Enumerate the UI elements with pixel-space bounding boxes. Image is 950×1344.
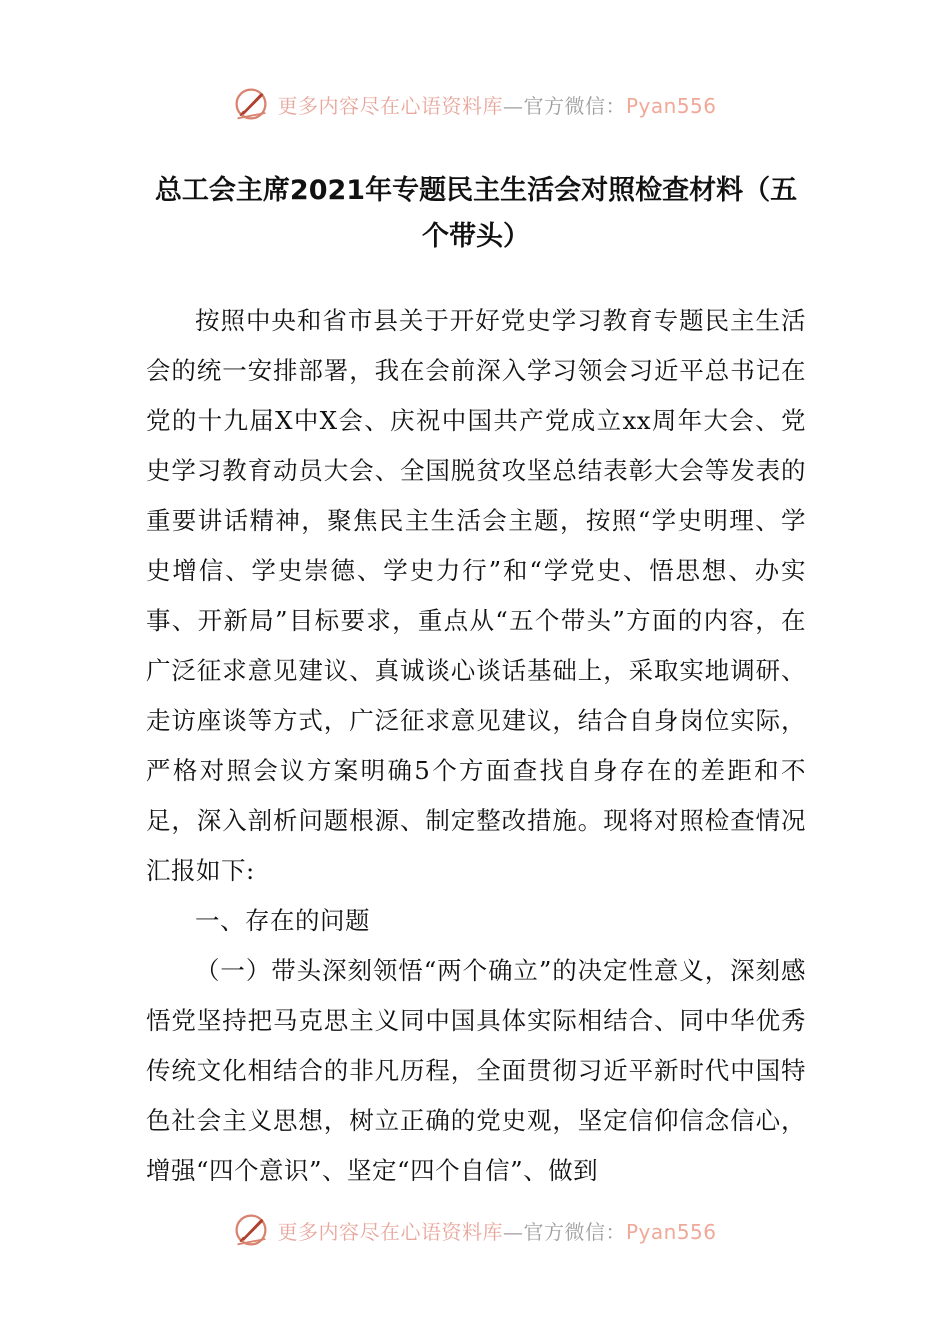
quill-logo-icon (233, 86, 269, 122)
watermark-text (277, 90, 716, 119)
watermark-header (0, 84, 950, 124)
watermark-sub: —官方微信： (502, 1219, 626, 1244)
watermark-sub: —官方微信： (502, 93, 626, 118)
section-paragraph: （一）带头深刻领悟“两个确立”的决定性意义，深刻感悟党坚持把马克思主义同中国具体实际相结合、同中华优秀传统文化相结合的非凡历程，全面贯彻习近平新时代中国特色社会主义思想，树立正确的党史观，坚定信仰信念信心，增强“四个意识”、坚定“四个自信”、做到 (146, 956, 806, 1185)
watermark-footer (0, 1210, 950, 1250)
intro-paragraph: 按照中央和省市县关于开好党史学习教育专题民主生活会的统一安排部署，我在会前深入学习领会习近平总书记在党的十九届X中X会、庆祝中国共产党成立xx周年大会、党史学习教育动员大会、全国脱贫攻坚总结表彰大会等发表的重要讲话精神，聚焦民主生活会主题，按照“学史明理、学史增信、学史崇德、学史力行”和“学党史、悟思想、办实事、开新局”目标要求，重点从“五个带头”方面的内容，在广泛征求意见建议、真诚谈心谈话基础上，采取实地调研、走访座谈等方式，广泛征求意见建议，结合自身岗位实际，严格对照会议方案明确5个方面查找自身存在的差距和不足，深入剖析问题根源、制定整改措施。现将对照检查情况汇报如下: (146, 306, 806, 885)
document-title: 总工会主席2021年专题民主生活会对照检查材料（五个带头） (154, 175, 798, 252)
watermark-text (277, 1216, 716, 1245)
section-heading: 一、存在的问题 (195, 906, 370, 935)
quill-logo-icon (233, 1212, 269, 1248)
watermark-id: Pyan556 (625, 93, 717, 118)
document-body (146, 296, 806, 1196)
watermark-main: 更多内容尽在心语资料库 (277, 93, 503, 118)
watermark-id: Pyan556 (625, 1219, 717, 1244)
watermark-main: 更多内容尽在心语资料库 (277, 1219, 503, 1244)
